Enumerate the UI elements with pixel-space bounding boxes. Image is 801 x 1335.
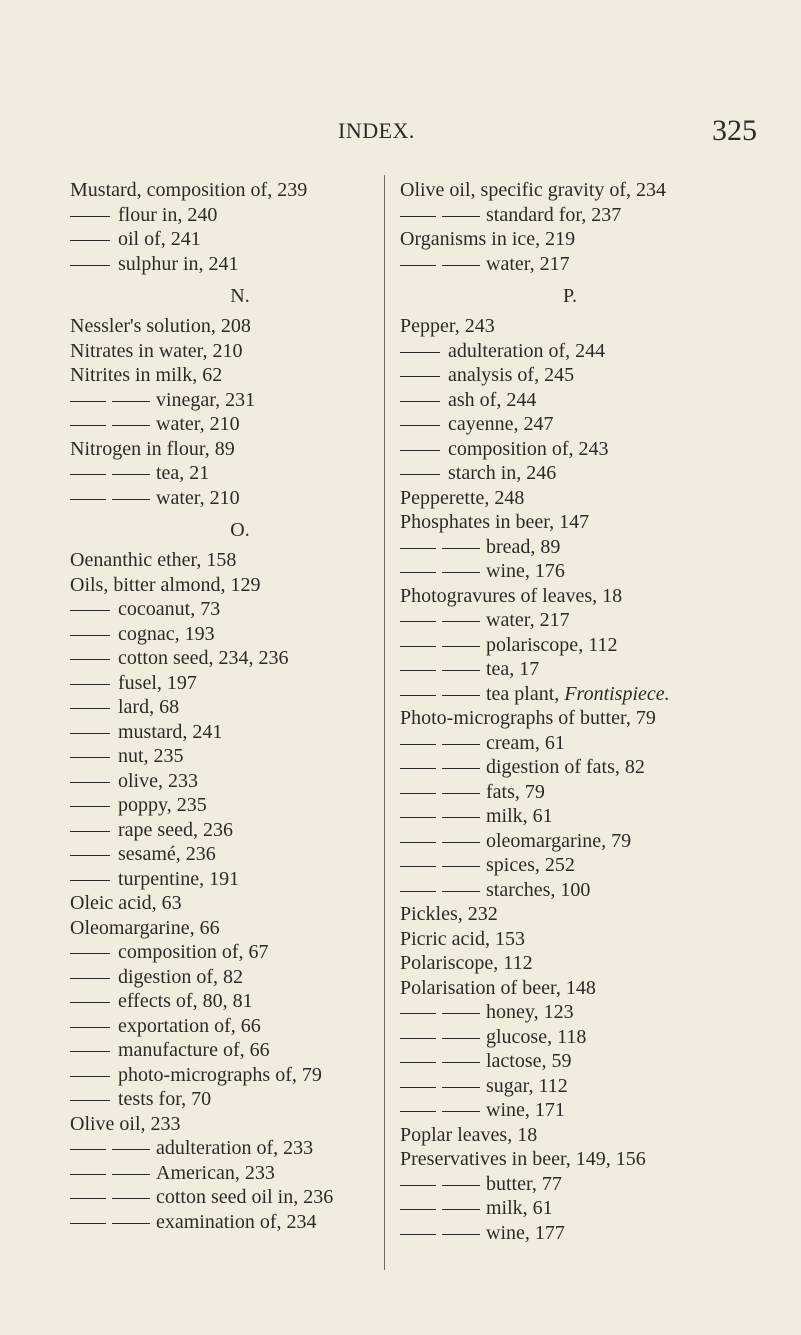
section-letter xyxy=(70,510,410,540)
ditto-dash xyxy=(70,1174,106,1175)
entry-text: standard for, 237 xyxy=(486,203,622,226)
index-subentry xyxy=(400,804,740,829)
index-subentry xyxy=(70,412,410,437)
ditto-dash xyxy=(442,1062,480,1063)
index-subentry xyxy=(70,989,410,1014)
ditto-dash xyxy=(70,1076,110,1077)
index-subentry xyxy=(400,682,740,707)
index-subentry xyxy=(400,657,740,682)
ditto-dash xyxy=(400,866,436,867)
index-subentry xyxy=(400,878,740,903)
index-entry xyxy=(400,902,740,927)
entry-text: Polariscope, 112 xyxy=(400,952,533,974)
entry-text: sesamé, 236 xyxy=(118,843,216,865)
ditto-dash xyxy=(442,646,480,647)
entry-text: tea plant, xyxy=(486,682,565,705)
entry-text: Oils, bitter almond, 129 xyxy=(70,573,261,596)
index-subentry xyxy=(70,1185,410,1210)
ditto-dash xyxy=(442,891,480,892)
index-subentry xyxy=(70,867,410,892)
entry-text: milk, 61 xyxy=(486,805,553,827)
page-title: INDEX. xyxy=(338,118,415,143)
index-entry xyxy=(400,927,740,952)
entry-text: glucose, 118 xyxy=(486,1025,587,1048)
ditto-dash xyxy=(400,265,436,266)
ditto-dash xyxy=(400,474,440,475)
ditto-dash xyxy=(442,216,480,217)
entry-text: composition of, 243 xyxy=(448,437,609,460)
ditto-dash xyxy=(70,1149,106,1150)
entry-text: Nitrites in milk, 62 xyxy=(70,364,223,386)
ditto-dash xyxy=(400,1234,436,1235)
entry-text: Mustard, composition of, 239 xyxy=(70,179,308,201)
entry-text: analysis of, 245 xyxy=(448,364,575,386)
ditto-dash xyxy=(442,1209,480,1210)
index-subentry xyxy=(70,818,410,843)
index-subentry xyxy=(400,252,740,277)
entry-text: adulteration of, 244 xyxy=(448,339,606,362)
entry-text: Olive oil, 233 xyxy=(70,1112,181,1135)
index-entry xyxy=(400,584,740,609)
entry-text: water, 210 xyxy=(156,413,240,435)
entry-text: digestion of fats, 82 xyxy=(486,756,645,778)
index-subentry xyxy=(400,1000,740,1025)
entry-text: digestion of, 82 xyxy=(118,965,243,988)
index-subentry xyxy=(70,1136,410,1161)
index-entry xyxy=(400,227,740,252)
ditto-dash xyxy=(442,817,480,818)
index-entry xyxy=(400,486,740,511)
ditto-dash xyxy=(70,708,110,709)
ditto-dash xyxy=(112,1174,150,1175)
ditto-dash xyxy=(70,757,110,758)
ditto-dash xyxy=(442,793,480,794)
index-subentry xyxy=(70,940,410,965)
index-subentry xyxy=(70,695,410,720)
entry-text: Poplar leaves, 18 xyxy=(400,1123,538,1146)
entry-text: Polarisation of beer, 148 xyxy=(400,976,596,999)
ditto-dash xyxy=(70,499,106,500)
entry-text: cotton seed oil in, 236 xyxy=(156,1186,334,1208)
ditto-dash xyxy=(70,1002,110,1003)
entry-text: rape seed, 236 xyxy=(118,818,233,841)
entry-text: Nessler's solution, 208 xyxy=(70,315,251,337)
ditto-dash xyxy=(70,831,110,832)
ditto-dash xyxy=(400,376,440,377)
index-subentry xyxy=(400,388,740,413)
index-subentry xyxy=(400,608,740,633)
index-subentry xyxy=(70,744,410,769)
ditto-dash xyxy=(400,352,440,353)
index-subentry xyxy=(400,339,740,364)
ditto-dash xyxy=(70,1027,110,1028)
index-subentry xyxy=(70,461,410,486)
index-subentry xyxy=(400,755,740,780)
entry-text: exportation of, 66 xyxy=(118,1014,261,1037)
ditto-dash xyxy=(70,1223,106,1224)
entry-text: ash of, 244 xyxy=(448,388,537,411)
ditto-dash xyxy=(112,425,150,426)
entry-text: fusel, 197 xyxy=(118,671,197,694)
entry-text: cream, 61 xyxy=(486,731,565,754)
ditto-dash xyxy=(70,425,106,426)
index-entry xyxy=(400,976,740,1001)
entry-text: mustard, 241 xyxy=(118,720,223,743)
index-entry xyxy=(70,437,410,462)
index-subentry xyxy=(400,535,740,560)
entry-text: turpentine, 191 xyxy=(118,867,240,890)
entry-text: Photogravures of leaves, 18 xyxy=(400,584,623,607)
ditto-dash xyxy=(442,842,480,843)
ditto-dash xyxy=(70,806,110,807)
entry-text: Picric acid, 153 xyxy=(400,927,525,950)
ditto-dash xyxy=(442,1234,480,1235)
ditto-dash xyxy=(70,240,110,241)
index-entry xyxy=(400,178,740,203)
ditto-dash xyxy=(400,1209,436,1210)
entry-text: manufacture of, 66 xyxy=(118,1039,270,1061)
entry-text: water, 217 xyxy=(486,252,570,275)
section-letter xyxy=(400,276,740,306)
ditto-dash xyxy=(70,978,110,979)
index-subentry xyxy=(70,842,410,867)
ditto-dash xyxy=(400,768,436,769)
ditto-dash xyxy=(442,1087,480,1088)
ditto-dash xyxy=(400,401,440,402)
index-entry xyxy=(400,1123,740,1148)
entry-text: cotton seed, 234, 236 xyxy=(118,647,289,669)
entry-text: water, 217 xyxy=(486,609,570,631)
entry-text: tea, 21 xyxy=(156,462,210,484)
ditto-dash xyxy=(442,572,480,573)
entry-text: wine, 177 xyxy=(486,1221,565,1244)
entry-text: American, 233 xyxy=(156,1161,275,1184)
index-entry xyxy=(400,510,740,535)
index-entry xyxy=(400,314,740,339)
entry-text: Phosphates in beer, 147 xyxy=(400,511,590,533)
ditto-dash xyxy=(70,216,110,217)
ditto-dash xyxy=(400,1013,436,1014)
entry-text: O. xyxy=(230,519,250,541)
ditto-dash xyxy=(400,670,436,671)
entry-text: starch in, 246 xyxy=(448,462,557,484)
index-subentry xyxy=(70,671,410,696)
ditto-dash xyxy=(442,265,480,266)
index-subentry xyxy=(400,633,740,658)
index-subentry xyxy=(70,1210,410,1235)
entry-text: starches, 100 xyxy=(486,878,591,901)
index-subentry xyxy=(400,1049,740,1074)
index-column-right xyxy=(400,178,740,1245)
ditto-dash xyxy=(70,953,110,954)
index-subentry xyxy=(400,412,740,437)
index-subentry xyxy=(400,1196,740,1221)
entry-text: N. xyxy=(230,285,250,307)
entry-text: Pepperette, 248 xyxy=(400,486,525,509)
index-subentry xyxy=(400,437,740,462)
ditto-dash xyxy=(70,401,106,402)
ditto-dash xyxy=(112,1198,150,1199)
ditto-dash xyxy=(400,1185,436,1186)
index-subentry xyxy=(400,1172,740,1197)
ditto-dash xyxy=(400,450,440,451)
index-entry xyxy=(70,891,410,916)
index-subentry xyxy=(400,1221,740,1246)
index-subentry xyxy=(70,388,410,413)
ditto-dash xyxy=(442,768,480,769)
index-subentry xyxy=(70,965,410,990)
index-subentry xyxy=(70,769,410,794)
ditto-dash xyxy=(442,548,480,549)
index-subentry xyxy=(70,203,410,228)
entry-text: lard, 68 xyxy=(118,696,180,718)
entry-text: Oleic acid, 63 xyxy=(70,892,182,914)
ditto-dash xyxy=(70,1100,110,1101)
index-entry xyxy=(400,706,740,731)
entry-text: sulphur in, 241 xyxy=(118,252,239,275)
ditto-dash xyxy=(112,1223,150,1224)
ditto-dash xyxy=(70,610,110,611)
index-entry xyxy=(400,951,740,976)
ditto-dash xyxy=(112,474,150,475)
index-subentry xyxy=(70,1087,410,1112)
index-subentry xyxy=(70,1014,410,1039)
page-number: 325 xyxy=(712,114,757,147)
entry-text: lactose, 59 xyxy=(486,1050,572,1072)
index-subentry xyxy=(400,1098,740,1123)
index-subentry xyxy=(70,227,410,252)
index-entry xyxy=(70,178,410,203)
index-subentry xyxy=(400,829,740,854)
entry-text: polariscope, 112 xyxy=(486,633,618,656)
index-subentry xyxy=(400,780,740,805)
ditto-dash xyxy=(70,265,110,266)
ditto-dash xyxy=(112,401,150,402)
ditto-dash xyxy=(70,635,110,636)
entry-text: wine, 176 xyxy=(486,560,565,582)
entry-text: poppy, 235 xyxy=(118,794,207,816)
index-subentry xyxy=(70,1063,410,1088)
index-subentry xyxy=(70,720,410,745)
index-subentry xyxy=(70,646,410,671)
index-entry xyxy=(70,363,410,388)
ditto-dash xyxy=(400,216,436,217)
ditto-dash xyxy=(442,744,480,745)
index-subentry xyxy=(70,486,410,511)
ditto-dash xyxy=(400,646,436,647)
entry-text: photo-micrographs of, 79 xyxy=(118,1063,322,1086)
ditto-dash xyxy=(442,1038,480,1039)
entry-text: oleomargarine, 79 xyxy=(486,829,632,852)
index-subentry xyxy=(400,203,740,228)
index-entry xyxy=(70,1112,410,1137)
entry-text: vinegar, 231 xyxy=(156,388,256,411)
entry-text: flour in, 240 xyxy=(118,203,218,226)
ditto-dash xyxy=(112,1149,150,1150)
ditto-dash xyxy=(400,621,436,622)
ditto-dash xyxy=(70,659,110,660)
entry-text: water, 210 xyxy=(156,486,240,509)
entry-text: wine, 171 xyxy=(486,1099,565,1121)
entry-text: Nitrogen in flour, 89 xyxy=(70,437,235,460)
entry-text: examination of, 234 xyxy=(156,1210,317,1233)
ditto-dash xyxy=(400,1087,436,1088)
entry-text: effects of, 80, 81 xyxy=(118,990,253,1012)
entry-text: tea, 17 xyxy=(486,658,540,680)
ditto-dash xyxy=(70,684,110,685)
index-subentry xyxy=(70,1161,410,1186)
entry-text: Pickles, 232 xyxy=(400,903,498,925)
entry-text: cayenne, 247 xyxy=(448,413,554,435)
index-entry xyxy=(70,573,410,598)
entry-text: Olive oil, specific gravity of, 234 xyxy=(400,179,667,201)
ditto-dash xyxy=(400,548,436,549)
ditto-dash xyxy=(442,1111,480,1112)
index-entry xyxy=(70,339,410,364)
ditto-dash xyxy=(400,425,440,426)
entry-text: cocoanut, 73 xyxy=(118,598,221,620)
index-subentry xyxy=(70,597,410,622)
ditto-dash xyxy=(70,782,110,783)
index-subentry xyxy=(400,731,740,756)
ditto-dash xyxy=(400,1038,436,1039)
entry-text: Photo-micrographs of butter, 79 xyxy=(400,707,656,729)
ditto-dash xyxy=(70,733,110,734)
entry-text: composition of, 67 xyxy=(118,941,269,963)
ditto-dash xyxy=(400,744,436,745)
index-subentry xyxy=(400,1025,740,1050)
ditto-dash xyxy=(442,670,480,671)
index-subentry xyxy=(400,853,740,878)
index-column-left xyxy=(70,178,410,1234)
index-subentry xyxy=(70,793,410,818)
entry-text: Nitrates in water, 210 xyxy=(70,339,243,362)
ditto-dash xyxy=(70,855,110,856)
entry-text: oil of, 241 xyxy=(118,228,201,250)
index-subentry xyxy=(70,252,410,277)
index-entry xyxy=(70,314,410,339)
index-subentry xyxy=(70,622,410,647)
ditto-dash xyxy=(442,866,480,867)
ditto-dash xyxy=(442,1185,480,1186)
ditto-dash xyxy=(400,891,436,892)
entry-text: P. xyxy=(563,285,577,307)
ditto-dash xyxy=(70,1051,110,1052)
entry-text: fats, 79 xyxy=(486,780,545,803)
index-subentry xyxy=(400,461,740,486)
index-entry xyxy=(70,548,410,573)
index-subentry xyxy=(70,1038,410,1063)
page-header xyxy=(0,114,801,158)
entry-text: Oenanthic ether, 158 xyxy=(70,549,237,571)
entry-text: honey, 123 xyxy=(486,1001,574,1023)
entry-text: sugar, 112 xyxy=(486,1074,568,1097)
index-subentry xyxy=(400,559,740,584)
entry-text: milk, 61 xyxy=(486,1197,553,1219)
entry-text: Pepper, 243 xyxy=(400,315,495,337)
entry-italic-text: Frontispiece. xyxy=(564,682,670,705)
ditto-dash xyxy=(442,695,480,696)
entry-text: spices, 252 xyxy=(486,854,575,876)
entry-text: olive, 233 xyxy=(118,769,198,792)
ditto-dash xyxy=(400,842,436,843)
ditto-dash xyxy=(400,793,436,794)
index-subentry xyxy=(400,363,740,388)
entry-text: butter, 77 xyxy=(486,1172,562,1195)
ditto-dash xyxy=(442,1013,480,1014)
ditto-dash xyxy=(70,880,110,881)
index-entry xyxy=(70,916,410,941)
entry-text: nut, 235 xyxy=(118,745,184,767)
ditto-dash xyxy=(400,1111,436,1112)
section-letter xyxy=(70,276,410,306)
index-subentry xyxy=(400,1074,740,1099)
ditto-dash xyxy=(400,695,436,696)
entry-text: Organisms in ice, 219 xyxy=(400,228,576,250)
entry-text: tests for, 70 xyxy=(118,1088,212,1110)
entry-text: adulteration of, 233 xyxy=(156,1137,314,1159)
index-entry xyxy=(400,1147,740,1172)
ditto-dash xyxy=(70,474,106,475)
ditto-dash xyxy=(112,499,150,500)
entry-text: cognac, 193 xyxy=(118,622,215,645)
ditto-dash xyxy=(70,1198,106,1199)
entry-text: Preservatives in beer, 149, 156 xyxy=(400,1148,646,1170)
ditto-dash xyxy=(400,1062,436,1063)
entry-text: Oleomargarine, 66 xyxy=(70,916,220,939)
ditto-dash xyxy=(442,621,480,622)
entry-text: bread, 89 xyxy=(486,535,561,558)
ditto-dash xyxy=(400,572,436,573)
ditto-dash xyxy=(400,817,436,818)
